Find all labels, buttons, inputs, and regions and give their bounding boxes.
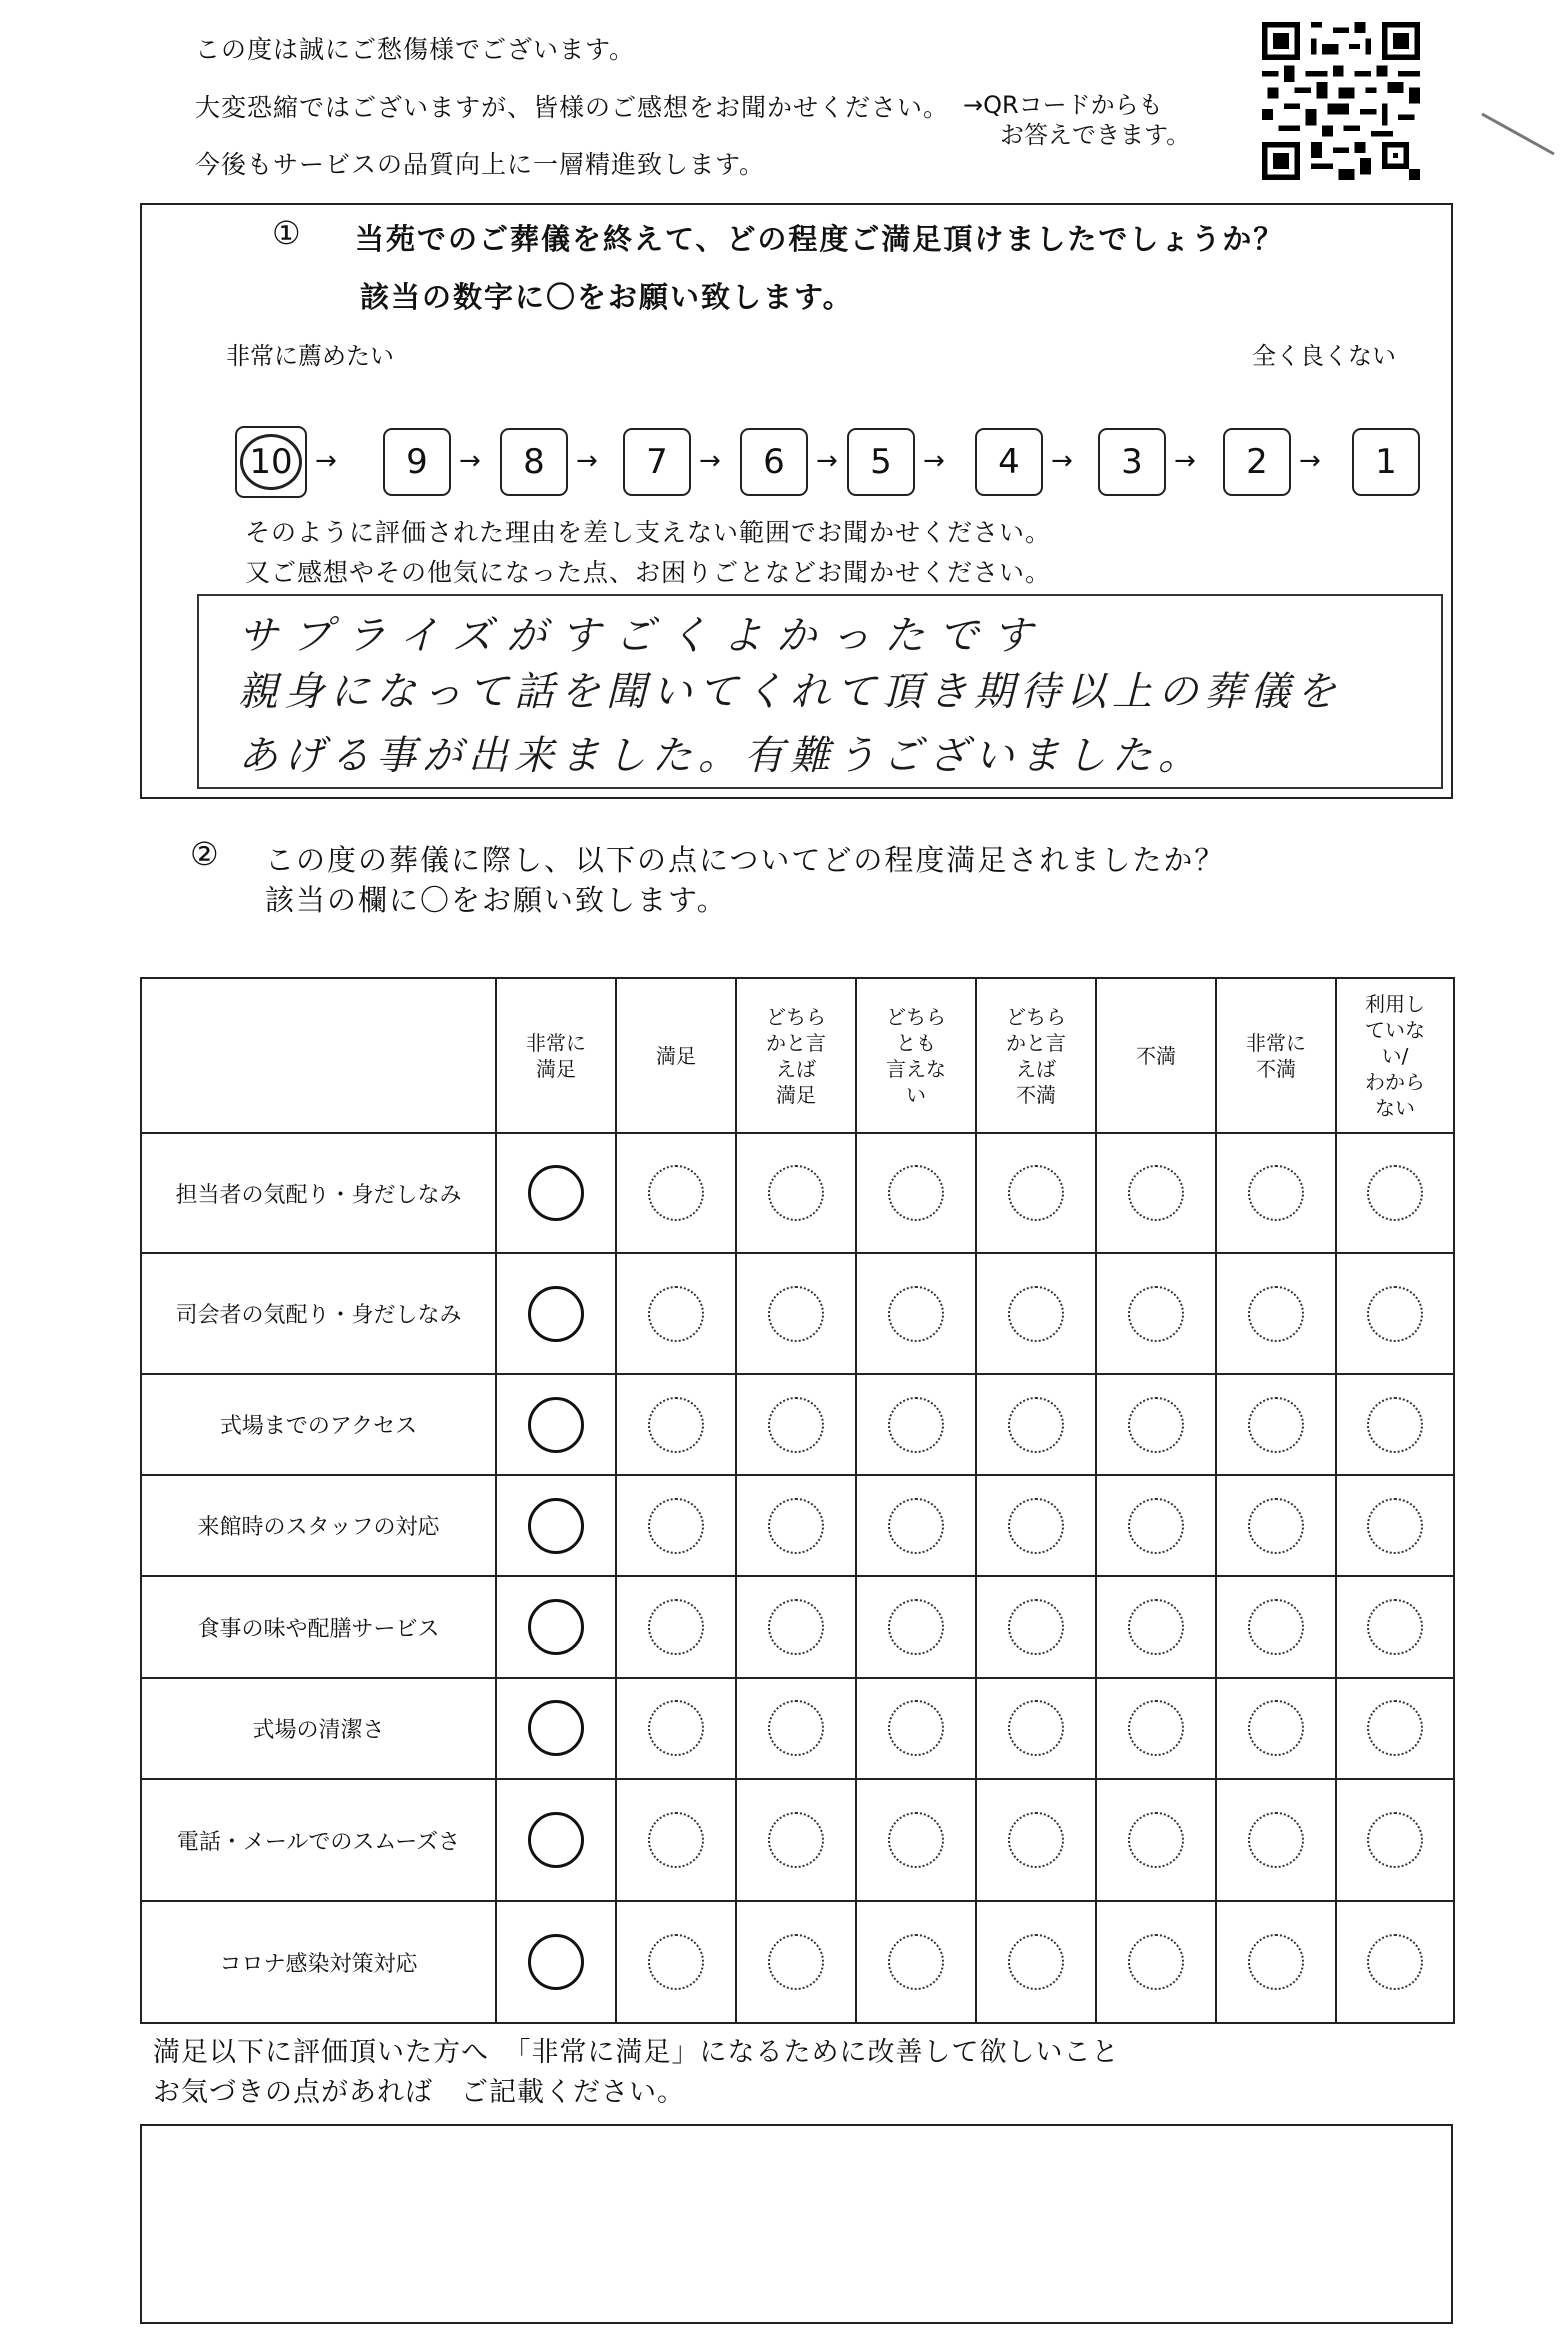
rating-cell[interactable] (616, 1475, 736, 1576)
selected-circle-mark (240, 434, 302, 490)
rating-cell[interactable] (616, 1253, 736, 1373)
arrow-right-icon: → (816, 446, 838, 476)
scale-option-1[interactable] (1352, 428, 1420, 496)
column-header-line: えば (776, 1056, 816, 1081)
rating-cell[interactable] (736, 1576, 856, 1677)
option-circle[interactable] (648, 1165, 704, 1221)
question-1-number: ① (272, 214, 301, 252)
column-header-line: ない (1375, 1095, 1415, 1120)
column-header-line: い/ (1381, 1043, 1409, 1068)
option-circle[interactable] (1248, 1812, 1304, 1868)
table-row (141, 1576, 1454, 1677)
rating-cell[interactable] (856, 1475, 976, 1576)
arrow-right-icon: → (699, 446, 721, 476)
column-header-line: ていな (1365, 1017, 1425, 1042)
rating-cell[interactable] (736, 1475, 856, 1576)
rating-cell[interactable] (1336, 1779, 1454, 1902)
option-circle[interactable] (1367, 1599, 1423, 1655)
rating-cell[interactable] (1096, 1133, 1216, 1253)
option-circle[interactable] (1008, 1286, 1064, 1342)
pencil-stroke-mark (1478, 110, 1558, 160)
intro-line-2: 大変恐縮ではございますが、皆様のご感想をお聞かせください。 (195, 93, 950, 122)
scale-option-label: 10 (249, 442, 293, 482)
option-circle[interactable] (1248, 1397, 1304, 1453)
arrow-right-icon: → (923, 446, 945, 476)
scale-option-8[interactable] (500, 428, 568, 496)
column-header-line: 不満 (1256, 1056, 1296, 1081)
option-circle[interactable] (1128, 1498, 1184, 1554)
option-circle[interactable] (768, 1286, 824, 1342)
column-header-5 (1096, 978, 1216, 1133)
rating-cell[interactable] (1216, 1901, 1336, 2023)
rating-cell[interactable] (496, 1374, 616, 1475)
scale-option-3[interactable] (1098, 428, 1166, 496)
rating-cell[interactable] (1216, 1779, 1336, 1902)
rating-cell[interactable] (496, 1253, 616, 1373)
rating-cell[interactable] (1336, 1576, 1454, 1677)
rating-cell[interactable] (616, 1678, 736, 1779)
rating-cell[interactable] (976, 1576, 1096, 1677)
column-header-6 (1216, 978, 1336, 1133)
rating-cell[interactable] (976, 1901, 1096, 2023)
rating-cell[interactable] (616, 1576, 736, 1677)
rating-cell[interactable] (1096, 1678, 1216, 1779)
rating-cell[interactable] (856, 1779, 976, 1902)
rating-cell[interactable] (1096, 1253, 1216, 1373)
scale-option-4[interactable] (975, 428, 1043, 496)
option-circle[interactable] (1008, 1498, 1064, 1554)
scale-option-label: 9 (406, 442, 428, 482)
column-header-line: どちら (1006, 1004, 1066, 1029)
rating-cell[interactable] (1336, 1374, 1454, 1475)
improvement-comment-box[interactable] (140, 2124, 1453, 2324)
rating-cell[interactable] (1336, 1678, 1454, 1779)
option-circle[interactable] (1128, 1397, 1184, 1453)
selected-option-circle[interactable] (528, 1286, 584, 1342)
rating-cell[interactable] (856, 1576, 976, 1677)
rating-cell[interactable] (496, 1779, 616, 1902)
rating-cell[interactable] (496, 1901, 616, 2023)
option-circle[interactable] (1248, 1498, 1304, 1554)
intro-line-1: この度は誠にご愁傷様でございます。 (195, 35, 636, 64)
table-row (141, 1901, 1454, 2023)
scale-option-label: 7 (646, 442, 668, 482)
option-circle[interactable] (768, 1397, 824, 1453)
table-row (141, 1374, 1454, 1475)
option-circle[interactable] (1128, 1165, 1184, 1221)
column-header-3 (856, 978, 976, 1133)
corner-cell (141, 978, 496, 1133)
option-circle[interactable] (888, 1700, 944, 1756)
rating-cell[interactable] (976, 1374, 1096, 1475)
column-header-line: 非常に (1246, 1030, 1306, 1055)
rating-cell[interactable] (976, 1678, 1096, 1779)
question-1-title: 当苑でのご葬儀を終えて、どの程度ご満足頂けましたでしょうか？ (355, 222, 1285, 256)
scale-option-9[interactable] (383, 428, 451, 496)
arrow-right-icon: → (1299, 446, 1321, 476)
rating-cell[interactable] (1096, 1576, 1216, 1677)
option-circle[interactable] (768, 1599, 824, 1655)
row-label: 食事の味や配膳サービス (141, 1576, 496, 1677)
row-label: 司会者の気配り・身だしなみ (141, 1253, 496, 1373)
qr-note-2: お答えできます。 (1000, 121, 1191, 149)
option-circle[interactable] (768, 1934, 824, 1990)
footer-line-1: 満足以下に評価頂いた方へ 「非常に満足」になるために改善して欲しいこと (153, 2037, 1120, 2068)
reason-line-2: 又ご感想やその他気になった点、お困りごとなどお聞かせください。 (245, 558, 1052, 587)
arrow-right-icon: → (1051, 446, 1073, 476)
option-circle[interactable] (1248, 1700, 1304, 1756)
option-circle[interactable] (888, 1165, 944, 1221)
table-row (141, 1475, 1454, 1576)
option-circle[interactable] (1128, 1286, 1184, 1342)
rating-cell[interactable] (1096, 1475, 1216, 1576)
selected-option-circle[interactable] (528, 1498, 584, 1554)
arrow-right-icon: → (576, 446, 598, 476)
rating-cell[interactable] (1216, 1374, 1336, 1475)
column-header-4 (976, 978, 1096, 1133)
scale-option-label: 2 (1246, 442, 1268, 482)
option-circle[interactable] (648, 1599, 704, 1655)
rating-cell[interactable] (736, 1901, 856, 2023)
rating-cell[interactable] (736, 1374, 856, 1475)
option-circle[interactable] (648, 1812, 704, 1868)
rating-cell[interactable] (736, 1779, 856, 1902)
scale-option-label: 1 (1375, 442, 1397, 482)
column-header-1 (616, 978, 736, 1133)
option-circle[interactable] (888, 1812, 944, 1868)
option-circle[interactable] (1008, 1700, 1064, 1756)
option-circle[interactable] (1008, 1397, 1064, 1453)
scale-option-6[interactable] (740, 428, 808, 496)
option-circle[interactable] (768, 1165, 824, 1221)
column-header-line: い (906, 1082, 926, 1107)
scale-option-label: 6 (763, 442, 785, 482)
column-header-line: 満足 (656, 1043, 696, 1068)
option-circle[interactable] (1367, 1498, 1423, 1554)
rating-cell[interactable] (496, 1576, 616, 1677)
option-circle[interactable] (1367, 1397, 1423, 1453)
option-circle[interactable] (648, 1700, 704, 1756)
handwritten-comment-line-1: サプライズがすごくよかったです (238, 613, 1047, 659)
column-header-line: どちら (766, 1004, 826, 1029)
row-label: 式場までのアクセス (141, 1374, 496, 1475)
option-circle[interactable] (888, 1599, 944, 1655)
scale-option-5[interactable] (847, 428, 915, 496)
option-circle[interactable] (1367, 1165, 1423, 1221)
option-circle[interactable] (1008, 1599, 1064, 1655)
selected-option-circle[interactable] (528, 1934, 584, 1990)
scale-option-label: 4 (998, 442, 1020, 482)
selected-option-circle[interactable] (528, 1599, 584, 1655)
handwritten-comment-line-3: あげる事が出来ました。有難うございました。 (238, 733, 1204, 779)
option-circle[interactable] (888, 1934, 944, 1990)
selected-option-circle[interactable] (528, 1700, 584, 1756)
column-header-line: わから (1365, 1069, 1425, 1094)
rating-cell[interactable] (616, 1133, 736, 1253)
option-circle[interactable] (1367, 1700, 1423, 1756)
intro-line-3: 今後もサービスの品質向上に一層精進致します。 (195, 150, 766, 179)
row-label: コロナ感染対策対応 (141, 1901, 496, 2023)
question-2-title: この度の葬儀に際し、以下の点についてどの程度満足されましたか？ (265, 843, 1226, 877)
scale-option-7[interactable] (623, 428, 691, 496)
option-circle[interactable] (1248, 1934, 1304, 1990)
row-label: 来館時のスタッフの対応 (141, 1475, 496, 1576)
option-circle[interactable] (768, 1700, 824, 1756)
selected-option-circle[interactable] (528, 1812, 584, 1868)
arrow-right-icon: → (459, 446, 481, 476)
scale-option-label: 8 (523, 442, 545, 482)
question-2-instruction: 該当の欄に〇をお願い致します。 (265, 883, 728, 917)
handwritten-comment-line-2: 親身になって話を聞いてくれて頂き期待以上の葬儀を (238, 669, 1342, 715)
option-circle[interactable] (1128, 1700, 1184, 1756)
rating-cell[interactable] (736, 1253, 856, 1373)
table-row (141, 1678, 1454, 1779)
column-header-0 (496, 978, 616, 1133)
option-circle[interactable] (648, 1286, 704, 1342)
reason-line-1: そのように評価された理由を差し支えない範囲でお聞かせください。 (245, 518, 1052, 547)
scale-label-left: 非常に薦めたい (226, 342, 394, 370)
option-circle[interactable] (1367, 1812, 1423, 1868)
option-circle[interactable] (648, 1934, 704, 1990)
rating-cell[interactable] (856, 1678, 976, 1779)
column-header-line: かと言 (766, 1030, 826, 1055)
column-header-line: 満足 (536, 1056, 576, 1081)
option-circle[interactable] (1128, 1812, 1184, 1868)
rating-cell[interactable] (1216, 1475, 1336, 1576)
option-circle[interactable] (888, 1397, 944, 1453)
rating-cell[interactable] (1096, 1779, 1216, 1902)
rating-cell[interactable] (496, 1133, 616, 1253)
rating-cell[interactable] (616, 1779, 736, 1902)
rating-cell[interactable] (1336, 1901, 1454, 2023)
option-circle[interactable] (1248, 1286, 1304, 1342)
rating-cell[interactable] (1336, 1475, 1454, 1576)
rating-cell[interactable] (616, 1901, 736, 2023)
rating-cell[interactable] (1096, 1374, 1216, 1475)
rating-cell[interactable] (736, 1678, 856, 1779)
qr-code-icon (1262, 22, 1420, 180)
option-circle[interactable] (1008, 1165, 1064, 1221)
rating-cell[interactable] (616, 1374, 736, 1475)
table-row (141, 1253, 1454, 1373)
question-2-number: ② (190, 835, 219, 873)
column-header-line: どちら (886, 1004, 946, 1029)
table-row (141, 1779, 1454, 1902)
selected-option-circle[interactable] (528, 1397, 584, 1453)
rating-cell[interactable] (856, 1901, 976, 2023)
option-circle[interactable] (648, 1397, 704, 1453)
footer-line-2: お気づきの点があれば ご記載ください。 (153, 2077, 685, 2108)
rating-cell[interactable] (496, 1678, 616, 1779)
selected-option-circle[interactable] (528, 1165, 584, 1221)
rating-cell[interactable] (1216, 1678, 1336, 1779)
question-1-instruction: 該当の数字に〇をお願い致します。 (360, 280, 854, 314)
rating-cell[interactable] (736, 1133, 856, 1253)
rating-cell[interactable] (1336, 1253, 1454, 1373)
rating-cell[interactable] (1096, 1901, 1216, 2023)
rating-cell[interactable] (976, 1253, 1096, 1373)
rating-cell[interactable] (1336, 1133, 1454, 1253)
rating-cell[interactable] (1216, 1133, 1336, 1253)
column-header-7 (1336, 978, 1454, 1133)
table-row (141, 1133, 1454, 1253)
option-circle[interactable] (648, 1498, 704, 1554)
qr-note-1: →QRコードからも (963, 91, 1163, 119)
rating-cell[interactable] (856, 1374, 976, 1475)
option-circle[interactable] (1248, 1599, 1304, 1655)
option-circle[interactable] (768, 1812, 824, 1868)
satisfaction-table (140, 977, 1455, 2024)
column-header-line: 利用し (1365, 991, 1425, 1016)
column-header-line: 不満 (1016, 1082, 1056, 1107)
option-circle[interactable] (1128, 1934, 1184, 1990)
rating-cell[interactable] (1216, 1253, 1336, 1373)
column-header-line: 満足 (776, 1082, 816, 1107)
row-label: 担当者の気配り・身だしなみ (141, 1133, 496, 1253)
arrow-right-icon: → (315, 446, 337, 476)
scale-label-right: 全く良くない (1252, 342, 1396, 370)
rating-cell[interactable] (976, 1133, 1096, 1253)
option-circle[interactable] (1008, 1812, 1064, 1868)
rating-cell[interactable] (856, 1133, 976, 1253)
row-label: 式場の清潔さ (141, 1678, 496, 1779)
column-header-line: 不満 (1136, 1043, 1176, 1068)
column-header-2 (736, 978, 856, 1133)
rating-cell[interactable] (1216, 1576, 1336, 1677)
scale-option-2[interactable] (1223, 428, 1291, 496)
column-header-line: 言えな (886, 1056, 946, 1081)
option-circle[interactable] (1367, 1286, 1423, 1342)
scale-option-label: 5 (870, 442, 892, 482)
option-circle[interactable] (1248, 1165, 1304, 1221)
scale-option-label: 3 (1121, 442, 1143, 482)
option-circle[interactable] (888, 1286, 944, 1342)
rating-cell[interactable] (976, 1475, 1096, 1576)
column-header-line: かと言 (1006, 1030, 1066, 1055)
option-circle[interactable] (1367, 1934, 1423, 1990)
row-label: 電話・メールでのスムーズさ (141, 1779, 496, 1902)
option-circle[interactable] (1128, 1599, 1184, 1655)
column-header-line: 非常に (526, 1030, 586, 1055)
rating-cell[interactable] (976, 1779, 1096, 1902)
rating-cell[interactable] (496, 1475, 616, 1576)
option-circle[interactable] (1008, 1934, 1064, 1990)
option-circle[interactable] (768, 1498, 824, 1554)
option-circle[interactable] (888, 1498, 944, 1554)
rating-cell[interactable] (856, 1253, 976, 1373)
arrow-right-icon: → (1174, 446, 1196, 476)
column-header-line: とも (896, 1030, 936, 1055)
column-header-line: えば (1016, 1056, 1056, 1081)
